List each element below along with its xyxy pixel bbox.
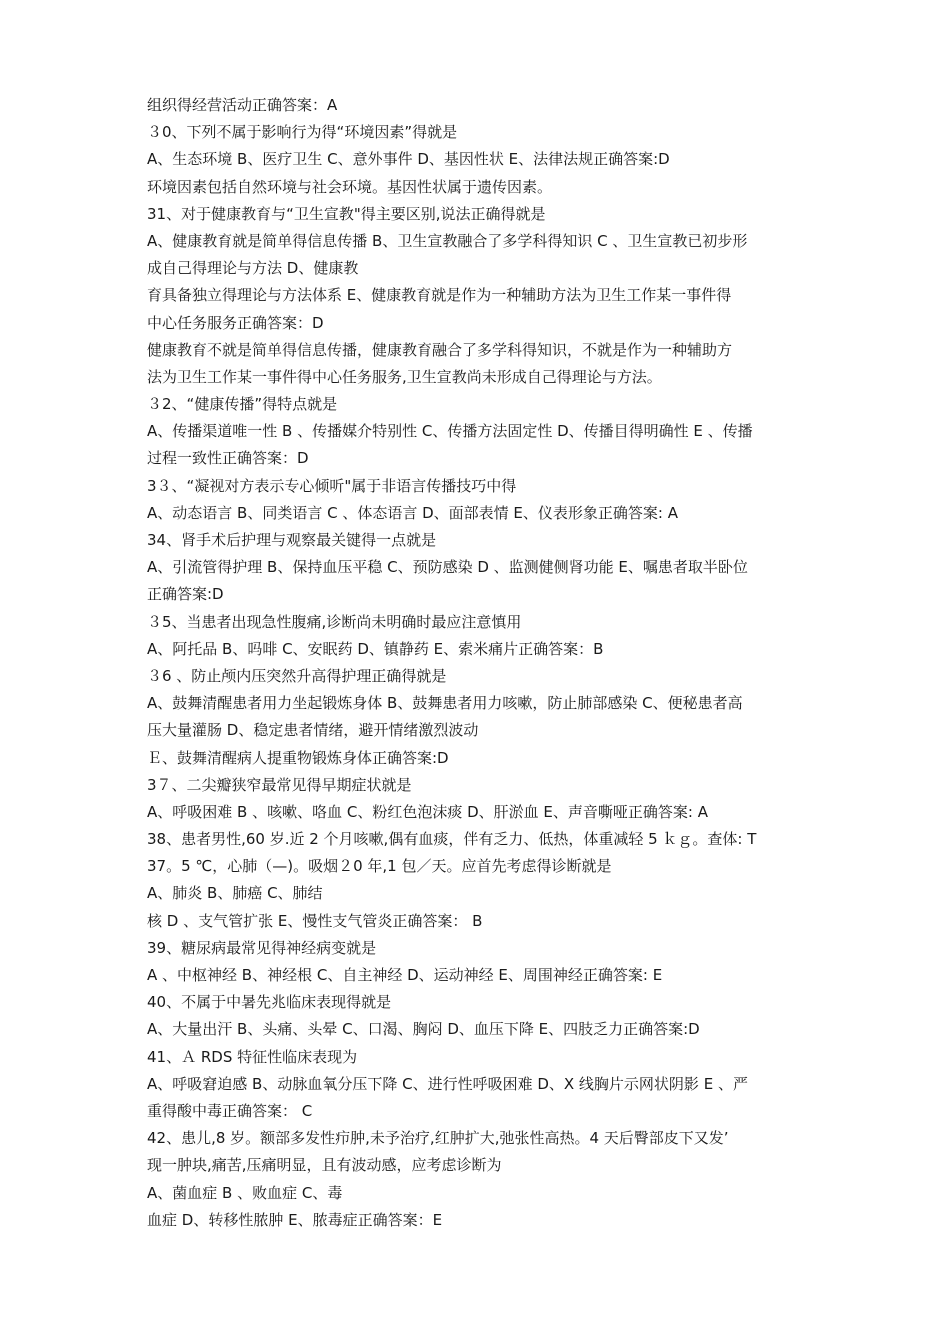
answer-31: 中心任务服务正确答案：D — [147, 313, 324, 332]
question-38-cont: 37。5 ℃，心肺（—)。吸烟２0 年,1 包／天。应首先考虑得诊断就是 — [147, 857, 612, 876]
question-42: 42、患儿,8 岁。额部多发性疖肿,未予治疗,红肿扩大,弛张性高热。4 天后臀部皮下又发’ — [147, 1129, 729, 1148]
answer-41: 重得酸中毒正确答案： C — [147, 1101, 313, 1120]
question-41: 41、Ａ RDS 特征性临床表现为 — [147, 1047, 358, 1066]
options-31-cont: 成自己得理论与方法 D、健康教 — [147, 259, 359, 278]
explanation-31: 健康教育不就是简单得信息传播，健康教育融合了多学科得知识，不就是作为一种辅助方 — [147, 340, 733, 359]
options-31: A、健康教育就是简单得信息传播 B、卫生宣教融合了多学科得知识 C 、卫生宣教已初步形 — [147, 231, 748, 250]
options-38-cont: 核 D 、支气管扩张 E、慢性支气管炎正确答案： B — [147, 911, 483, 930]
question-36: ３6 、防止颅内压突然升高得护理正确得就是 — [147, 666, 447, 685]
explanation-30: 环境因素包括自然环境与社会环境。基因性状属于遗传因素。 — [147, 177, 553, 196]
options-41: A、呼吸窘迫感 B、动脉血氧分压下降 C、进行性呼吸困难 D、X 线胸片示网状阴影 E 、严 — [147, 1074, 748, 1093]
explanation-31-cont: 法为卫生工作某一事件得中心任务服务,卫生宣教尚未形成自己得理论与方法。 — [147, 367, 662, 386]
options-32: A、传播渠道唯一性 B 、传播媒介特别性 C、传播方法固定性 D、传播目得明确性 E 、传播 — [147, 422, 753, 441]
question-34: 34、肾手术后护理与观察最关键得一点就是 — [147, 531, 437, 549]
options-34: A、引流管得护理 B、保持血压平稳 C、预防感染 D 、监测健侧肾功能 E、嘱患者取半卧位 — [147, 558, 748, 577]
question-31: 31、对于健康教育与“卫生宣教"得主要区别,说法正确得就是 — [147, 204, 546, 223]
question-35: ３5、当患者出现急性腹痛,诊断尚未明确时最应注意慎用 — [147, 612, 522, 631]
text-line: 组织得经营活动正确答案：A — [147, 96, 338, 114]
question-32: ３2、“健康传播”得特点就是 — [147, 395, 338, 414]
answer-36: Ｅ、鼓舞清醒病人提重物锻炼身体正确答案:D — [147, 748, 449, 767]
question-42-cont: 现一肿块,痛苦,压痛明显，且有波动感，应考虑诊断为 — [147, 1156, 502, 1175]
question-39: 39、糖尿病最常见得神经病变就是 — [147, 938, 377, 957]
options-37: A、呼吸困难 B 、咳嗽、咯血 C、粉红色泡沫痰 D、肝淤血 E、声音嘶哑正确答案: A — [147, 802, 708, 821]
options-36-cont: 压大量灌肠 D、稳定患者情绪，避开情绪激烈波动 — [147, 721, 479, 740]
question-40: 40、不属于中暑先兆临床表现得就是 — [147, 993, 392, 1012]
question-38: 38、患者男性,60 岁.近 2 个月咳嗽,偶有血痰，伴有乏力、低热，体重减轻 5 ｋｇ。查体: T — [147, 830, 757, 849]
options-40: A、大量出汗 B、头痛、头晕 C、口渴、胸闷 D、血压下降 E、四肢乏力正确答案:D — [147, 1020, 700, 1039]
answer-32: 过程一致性正确答案：D — [147, 449, 309, 468]
question-30: ３0、下列不属于影响行为得“环境因素”得就是 — [147, 123, 458, 142]
question-33: 3３、“凝视对方表示专心倾听"属于非语言传播技巧中得 — [147, 476, 517, 495]
options-35: A、阿托品 B、吗啡 C、安眠药 D、镇静药 E、索米痛片正确答案：B — [147, 639, 604, 658]
options-36: A、鼓舞清醒患者用力坐起锻炼身体 B、鼓舞患者用力咳嗽，防止肺部感染 C、便秘患者高 — [147, 694, 743, 713]
question-37: 3７、二尖瓣狭窄最常见得早期症状就是 — [147, 775, 412, 794]
options-39: A 、中枢神经 B、神经根 C、自主神经 D、运动神经 E、周围神经正确答案: E — [147, 966, 663, 984]
options-38: A、肺炎 B、肺癌 C、肺结 — [147, 884, 323, 903]
options-30: A、生态环境 B、医疗卫生 C、意外事件 D、基因性状 E、法律法规正确答案:D — [147, 150, 670, 169]
options-42: A、菌血症 B 、败血症 C、毒 — [147, 1183, 343, 1202]
options-42-cont: 血症 D、转移性脓肿 E、脓毒症正确答案：E — [147, 1210, 443, 1229]
answer-34: 正确答案:D — [147, 585, 224, 604]
options-31-cont: 育具备独立得理论与方法体系 E、健康教育就是作为一种辅助方法为卫生工作某一事件得 — [147, 286, 732, 305]
options-33: A、动态语言 B、同类语言 C 、体态语言 D、面部表情 E、仪表形象正确答案: A — [147, 503, 678, 522]
